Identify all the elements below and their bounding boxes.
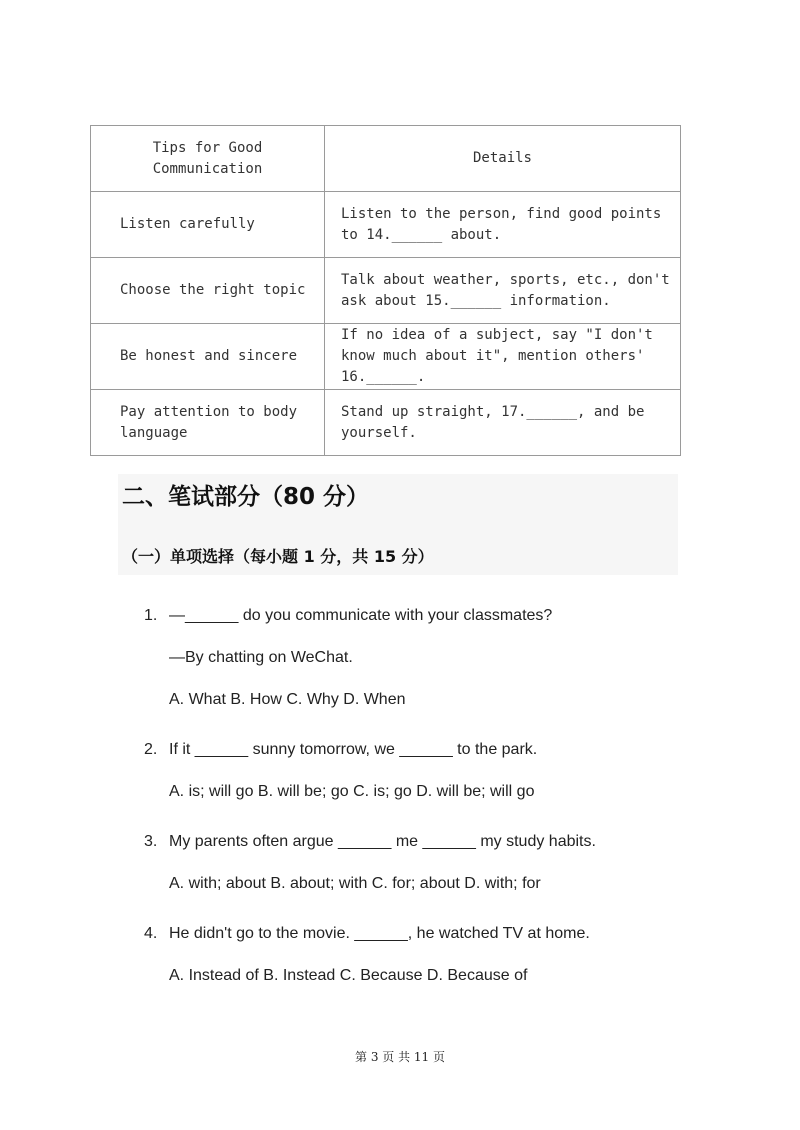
table-cell-tip: Choose the right topic bbox=[91, 258, 325, 324]
tips-table bbox=[90, 125, 681, 456]
table-row bbox=[91, 390, 681, 456]
subsection-title: （一）单项选择（每小题 1 分，共 15 分） bbox=[122, 547, 434, 566]
table-header-details: Details bbox=[325, 126, 681, 192]
table-row bbox=[91, 192, 681, 258]
page-footer: 第 3 页 共 11 页 bbox=[355, 1050, 445, 1064]
question-stem: My parents often argue ______ me ______ my study habits. bbox=[169, 833, 596, 850]
table-cell-detail: Listen to the person, find good points to 14.______ about. bbox=[325, 192, 681, 258]
table-cell-tip: Be honest and sincere bbox=[91, 324, 325, 390]
question-stem: If it ______ sunny tomorrow, we ______ to the park. bbox=[169, 741, 538, 758]
question-number: 4. bbox=[144, 925, 158, 942]
question-options: A. with; about B. about; with C. for; about D. with; for bbox=[169, 875, 541, 892]
question-reply: —By chatting on WeChat. bbox=[169, 649, 353, 666]
table-cell-tip: Pay attention to body language bbox=[91, 390, 325, 456]
table-cell-detail: If no idea of a subject, say "I don't know much about it", mention others' 16.______. bbox=[325, 324, 681, 390]
table-cell-detail: Talk about weather, sports, etc., don't ask about 15.______ information. bbox=[325, 258, 681, 324]
question-stem: —______ do you communicate with your classmates? bbox=[169, 607, 553, 624]
question-number: 1. bbox=[144, 607, 158, 624]
table-header-tips: Tips for Good Communication bbox=[91, 126, 325, 192]
question-number: 2. bbox=[144, 741, 158, 758]
question-number: 3. bbox=[144, 833, 158, 850]
question-stem: He didn't go to the movie. ______, he watched TV at home. bbox=[169, 925, 590, 942]
table-header-row bbox=[91, 126, 681, 192]
question-options: A. What B. How C. Why D. When bbox=[169, 691, 406, 708]
table-row bbox=[91, 324, 681, 390]
question-options: A. is; will go B. will be; go C. is; go D. will be; will go bbox=[169, 783, 535, 800]
table-cell-tip: Listen carefully bbox=[91, 192, 325, 258]
table-cell-detail: Stand up straight, 17.______, and be yourself. bbox=[325, 390, 681, 456]
table-row bbox=[91, 258, 681, 324]
section-title: 二、笔试部分（80 分） bbox=[122, 484, 370, 510]
question-options: A. Instead of B. Instead C. Because D. Because of bbox=[169, 967, 528, 984]
